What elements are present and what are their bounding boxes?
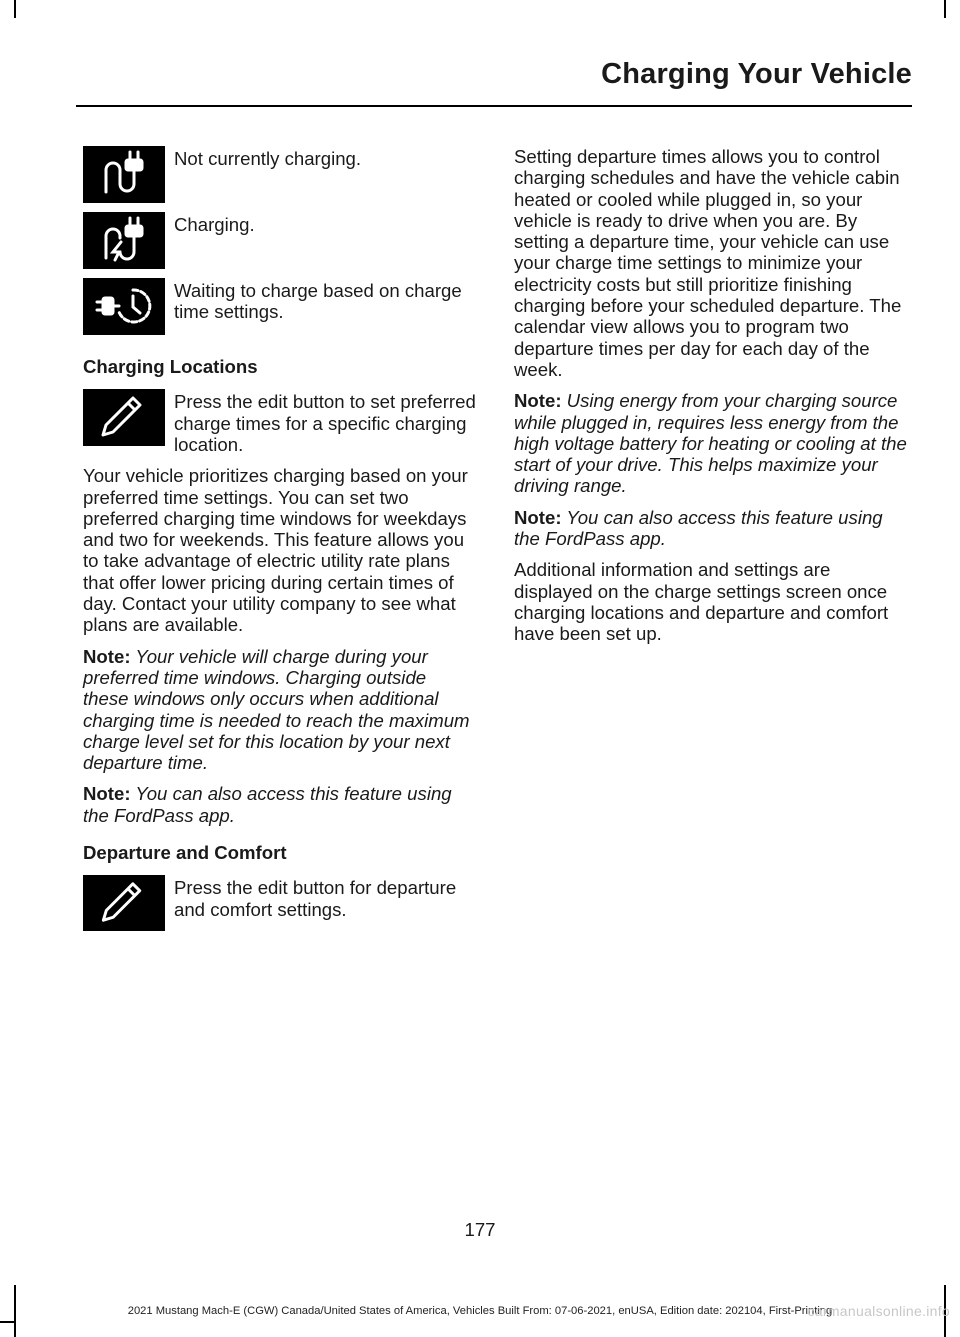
departure-comfort-edit-row bbox=[83, 875, 476, 941]
charging-locations-heading: Charging Locations bbox=[83, 356, 258, 377]
note-paragraph bbox=[514, 390, 910, 496]
note-label: Note: bbox=[514, 506, 562, 528]
plug-timer-icon bbox=[83, 278, 165, 335]
status-text: Not currently charging. bbox=[174, 148, 362, 169]
plug-charging-icon bbox=[83, 212, 165, 269]
note-text: You can also access this feature using the FordPass app. bbox=[83, 783, 452, 826]
note-label: Note: bbox=[514, 390, 562, 412]
footer-text: 2021 Mustang Mach-E (CGW) Canada/United States of America, Vehicles Built From: 07-06-2021, enUSA, Edition date: 202104, First-Printing bbox=[127, 1305, 833, 1317]
charging-locations-edit-row bbox=[83, 389, 476, 455]
watermark: carmanualsonline.info bbox=[807, 1303, 950, 1319]
departure-paragraph: Setting departure times allows you to control charging schedules and have the vehicle cabin heated or cooled while plugged in, so your vehicle is ready to drive when you are. By setting a departure time, your vehicle can use your charge time settings to minimize your electricity costs but still prioritize finishing charging before your scheduled departure. The calendar view allows you to program two departure times per day for each day of the week. bbox=[514, 146, 902, 380]
status-row-not-charging bbox=[83, 146, 476, 212]
note-text: You can also access this feature using the FordPass app. bbox=[514, 506, 883, 550]
crop-mark-top-left bbox=[14, 0, 16, 18]
title-rule bbox=[76, 105, 912, 107]
edit-instruction-text: Press the edit button to set preferred charge times for a specific charging location. bbox=[174, 391, 476, 455]
note-paragraph bbox=[83, 646, 476, 774]
right-column bbox=[514, 146, 910, 645]
additional-info-paragraph: Additional information and settings are displayed on the charge settings screen once charging locations and departure and comfort have been set up. bbox=[514, 559, 889, 645]
status-row-waiting bbox=[83, 278, 476, 344]
crop-mark-bottom-left-h bbox=[0, 1321, 16, 1323]
edit-instruction-text: Press the edit button for departure and comfort settings. bbox=[174, 877, 457, 920]
note-paragraph bbox=[83, 783, 476, 826]
note-text: Your vehicle will charge during your preferred time windows. Charging outside these windows only occurs when additional charging time is needed to reach the maximum charge level set for this location by your next departure time. bbox=[83, 645, 470, 774]
note-paragraph bbox=[514, 507, 910, 550]
note-label: Note: bbox=[83, 645, 131, 667]
departure-comfort-heading: Departure and Comfort bbox=[83, 842, 287, 864]
status-text: Charging. bbox=[174, 214, 255, 235]
plug-not-charging-icon bbox=[83, 146, 165, 203]
edit-pencil-icon bbox=[83, 875, 165, 931]
page-title: Charging Your Vehicle bbox=[601, 58, 912, 90]
page-number: 177 bbox=[464, 1219, 496, 1240]
note-text: Using energy from your charging source while plugged in, requires less energy from the high voltage battery for heating or cooling at the start of your drive. This helps maximize your driving range. bbox=[514, 390, 907, 497]
status-text: Waiting to charge based on charge time settings. bbox=[174, 280, 462, 323]
note-label: Note: bbox=[83, 783, 131, 805]
crop-mark-top-right bbox=[944, 0, 946, 18]
charging-locations-paragraph: Your vehicle prioritizes charging based on your preferred time settings. You can set two preferred charging time windows for weekdays and two for weekends. This feature allows you to take advantage of electric utility rate plans that offer lower pricing during certain times of day. Contact your utility company to see what plans are available. bbox=[83, 465, 468, 636]
status-row-charging bbox=[83, 212, 476, 278]
left-column bbox=[83, 146, 476, 941]
edit-pencil-icon bbox=[83, 389, 165, 446]
